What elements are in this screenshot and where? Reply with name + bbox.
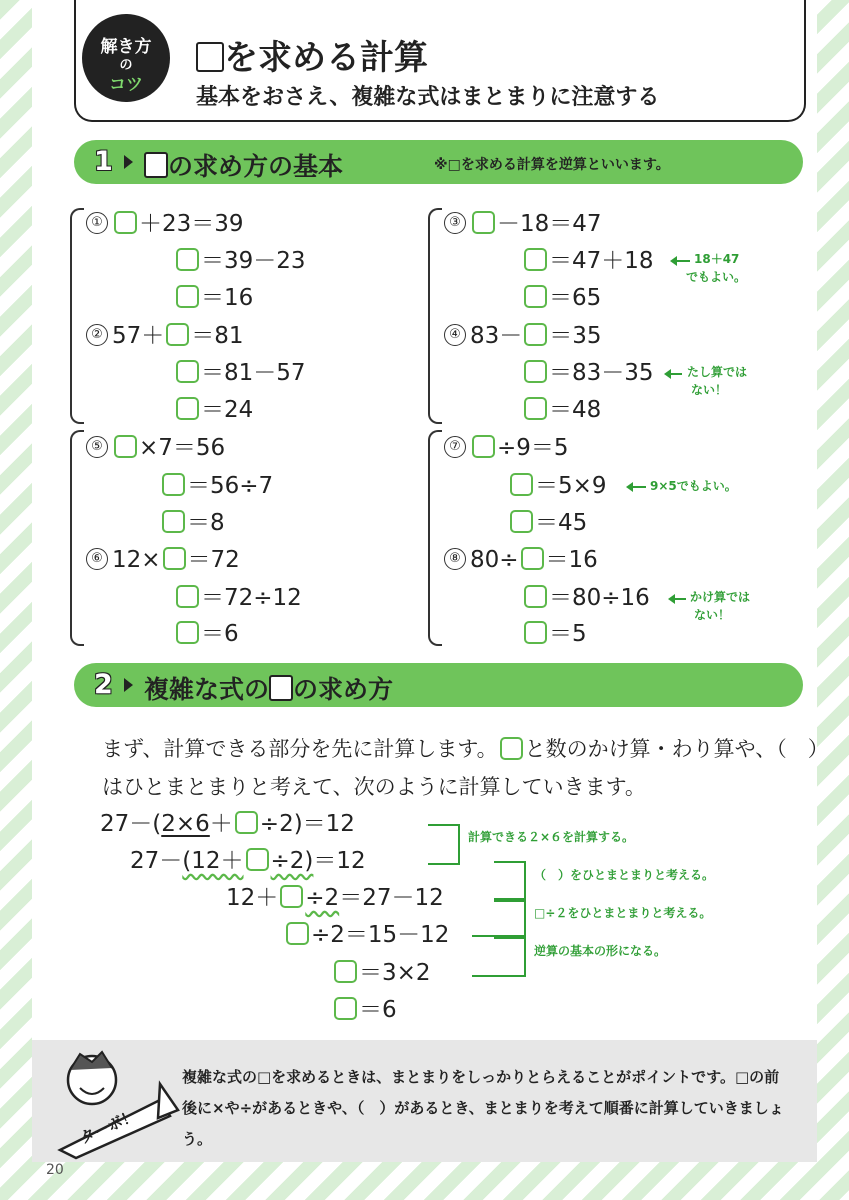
problem-3-line2: ＝47＋18: [522, 247, 654, 275]
step-6: ＝6: [332, 996, 397, 1024]
brace: [70, 208, 84, 424]
problem-8-line3: ＝5: [522, 620, 587, 648]
problem-4-line1: ④ 83－ ＝35: [444, 322, 602, 350]
section1-bar: [74, 140, 803, 184]
problem-3-line1: ③ －18＝47: [444, 210, 602, 238]
problem-8-line1: ⑧ 80÷ ＝16: [444, 546, 598, 574]
section2-number: 2: [94, 669, 113, 700]
badge-line1: 解き方: [100, 37, 152, 57]
page-subtitle: 基本をおさえ、複雑な式はまとまりに注意する: [196, 85, 660, 110]
problem-1-line3: ＝16: [174, 284, 253, 312]
section2-paragraph: まず、計算できる部分を先に計算します。 と数のかけ算・わり算や、（ ）はひとまとまりと考えて、次のように計算していきます。: [102, 737, 819, 799]
problem-5-line2: ＝56÷7: [160, 472, 273, 500]
arrow-icon: [676, 260, 690, 262]
problem-2-line1: ② 57＋ ＝81: [86, 322, 244, 350]
section1-number: 1: [94, 146, 113, 177]
note-problem-8: かけ算では ない！: [690, 590, 751, 622]
header-box: [74, 0, 806, 122]
connector-line: [494, 861, 526, 902]
blank-box-icon: [144, 152, 168, 178]
problem-5-line1: ⑤ ×7＝56: [86, 434, 225, 462]
problem-4-line3: ＝48: [522, 396, 601, 424]
brace: [428, 208, 442, 424]
mascot-illustration: [40, 1040, 180, 1162]
problem-2-line3: ＝24: [174, 396, 253, 424]
note-problem-7: 9×5でもよい。: [650, 479, 737, 493]
step-note-2: （ ）をひとまとまりと考える。: [534, 868, 715, 882]
problem-7-line3: ＝45: [508, 509, 587, 537]
connector-line: [472, 935, 526, 977]
step-note-1: 計算できる２×６を計算する。: [468, 830, 635, 844]
problem-3-line3: ＝65: [522, 284, 601, 312]
arrow-icon: [670, 373, 682, 375]
arrow-icon: [632, 486, 646, 488]
step-note-3: □÷２をひとまとまりと考える。: [534, 906, 712, 920]
step-4: ÷2＝15－12: [284, 921, 449, 949]
brace: [428, 430, 442, 646]
triangle-icon: [124, 155, 133, 169]
problem-7-line2: ＝5×9: [508, 472, 607, 500]
step-note-4: 逆算の基本の形になる。: [534, 944, 667, 958]
problem-2-line2: ＝81－57: [174, 359, 306, 387]
page: [32, 0, 819, 1178]
section2-bar: [74, 663, 803, 707]
step-2: 27－(12＋ ÷2)＝12: [130, 848, 366, 874]
kotsu-badge: [82, 14, 170, 102]
blank-box-icon: [114, 211, 137, 234]
problem-1-line2: ＝39－23: [174, 247, 306, 275]
problem-4-line2: ＝83－35: [522, 359, 654, 387]
tip-text: 複雑な式の□を求めるときは、まとまりをしっかりとらえることがポイントです。□の前後に×や÷があるときや、（ ）があるとき、まとまりを考えて順番に計算していきましょう。: [182, 1068, 784, 1148]
step-5: ＝3×2: [332, 959, 431, 987]
badge-line3: コツ: [109, 75, 143, 95]
brace: [70, 430, 84, 646]
step-1: 27－(2×6＋ ÷2)＝12: [100, 811, 355, 837]
badge-line2: の: [119, 58, 133, 73]
connector-line: [428, 824, 460, 865]
problem-6-line1: ⑥ 12× ＝72: [86, 546, 240, 574]
problem-6-line3: ＝6: [174, 620, 239, 648]
page-title: を求める計算: [196, 30, 428, 79]
note-problem-4: たし算では ない！: [687, 365, 748, 397]
section2-title: 複雑な式の の求め方: [144, 675, 394, 704]
note-problem-3: 18＋47 でもよい。: [686, 252, 747, 284]
triangle-icon: [124, 678, 133, 692]
problem-7-line1: ⑦ ÷9＝5: [444, 434, 569, 462]
arrow-icon: [674, 598, 686, 600]
mascot-label: ターボ！: [77, 1106, 140, 1148]
blank-box-icon: [196, 42, 224, 72]
tip-box: [32, 1040, 817, 1162]
blank-box-icon: [269, 675, 293, 701]
page-number: 20: [46, 1162, 64, 1178]
blank-box-icon: [500, 737, 523, 760]
step-3: 12＋ ÷2＝27－12: [226, 885, 444, 911]
connector-line: [494, 898, 526, 939]
section1-note: ※□を求める計算を逆算といいます。: [434, 157, 670, 173]
problem-8-line2: ＝80÷16: [522, 584, 650, 612]
problem-1-line1: ① ＋23＝39: [86, 210, 244, 238]
problem-6-line2: ＝72÷12: [174, 584, 302, 612]
section1-title: の求め方の基本: [144, 147, 343, 183]
problem-5-line3: ＝8: [160, 509, 225, 537]
